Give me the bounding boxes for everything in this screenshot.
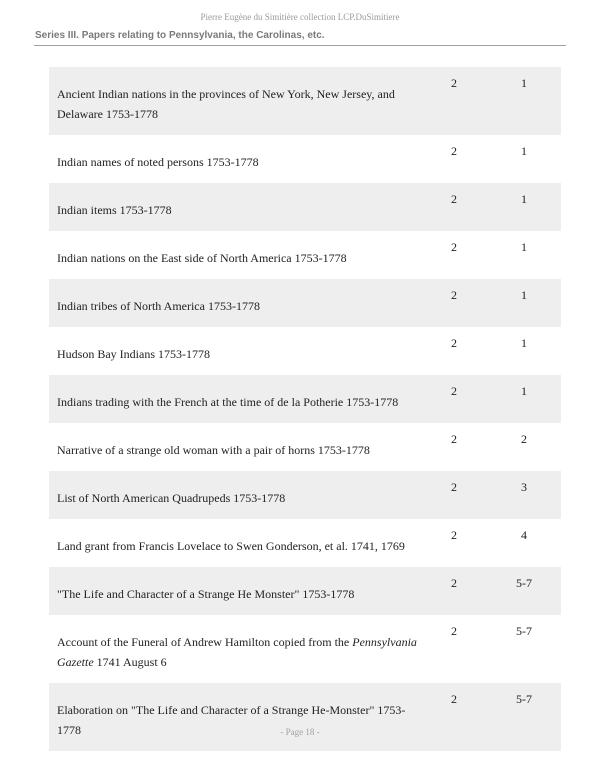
series-title: Series III. Papers relating to Pennsylvania, the Carolinas, etc. [35,30,325,41]
box-number: 2 [451,288,457,302]
box-number: 2 [451,480,457,494]
folder-number: 3 [521,480,527,494]
table-row [49,327,561,375]
page-number: - Page 18 - [280,727,320,737]
item-description: List of North American Quadrupeds 1753-1778 [57,491,286,505]
folder-number: 1 [521,336,527,350]
table-row [49,183,561,231]
item-description: Land grant from Francis Lovelace to Swen Gonderson, et al. 1741, 1769 [57,539,405,553]
box-number: 2 [451,528,457,542]
box-number: 2 [451,432,457,446]
table-row [49,231,561,279]
item-description: Ancient Indian nations in the provinces of New York, New Jersey, and Delaware 1753-1778 [57,87,395,121]
box-number: 2 [451,144,457,158]
folder-number: 5-7 [516,576,532,590]
box-number: 2 [451,692,457,706]
item-description: Indian nations on the East side of North America 1753-1778 [57,251,347,265]
folder-number: 1 [521,76,527,90]
box-number: 2 [451,576,457,590]
item-description: Indian items 1753-1778 [57,203,172,217]
item-description: Hudson Bay Indians 1753-1778 [57,347,210,361]
box-number: 2 [451,76,457,90]
folder-number: 1 [521,288,527,302]
table-row [49,519,561,567]
item-description: Indian tribes of North America 1753-1778 [57,299,260,313]
folder-number: 5-7 [516,692,532,706]
folder-number: 1 [521,192,527,206]
item-description: Elaboration on "The Life and Character of a Strange He-Monster" 1753-1778 [57,703,406,737]
folder-number: 1 [521,384,527,398]
item-description: "The Life and Character of a Strange He Monster" 1753-1778 [57,587,355,601]
publication-title: Pennsylvania Gazette [57,635,417,669]
folder-number: 5-7 [516,624,532,638]
item-description: Indians trading with the French at the time of de la Potherie 1753-1778 [57,395,399,409]
table-row [49,423,561,471]
box-number: 2 [451,240,457,254]
folder-number: 1 [521,144,527,158]
table-row [49,279,561,327]
box-number: 2 [451,384,457,398]
table-row [49,471,561,519]
table-row [49,67,561,135]
description-date: 1741 August 6 [93,655,167,669]
table-row [49,683,561,751]
item-description: Indian names of noted persons 1753-1778 [57,155,259,169]
table-row [49,375,561,423]
container-list-table [49,67,561,751]
folder-number: 2 [521,432,527,446]
table-row [49,615,561,683]
header-divider [34,45,566,46]
table-row [49,567,561,615]
description-text: Account of the Funeral of Andrew Hamilton copied from the [57,635,353,649]
table-row [49,135,561,183]
item-description [57,628,421,672]
item-description: Narrative of a strange old woman with a pair of horns 1753-1778 [57,443,370,457]
box-number: 2 [451,624,457,638]
folder-number: 4 [521,528,527,542]
collection-header: Pierre Eugène du Simitière collection LCP.DuSimitiere [200,12,400,22]
box-number: 2 [451,192,457,206]
box-number: 2 [451,336,457,350]
folder-number: 1 [521,240,527,254]
